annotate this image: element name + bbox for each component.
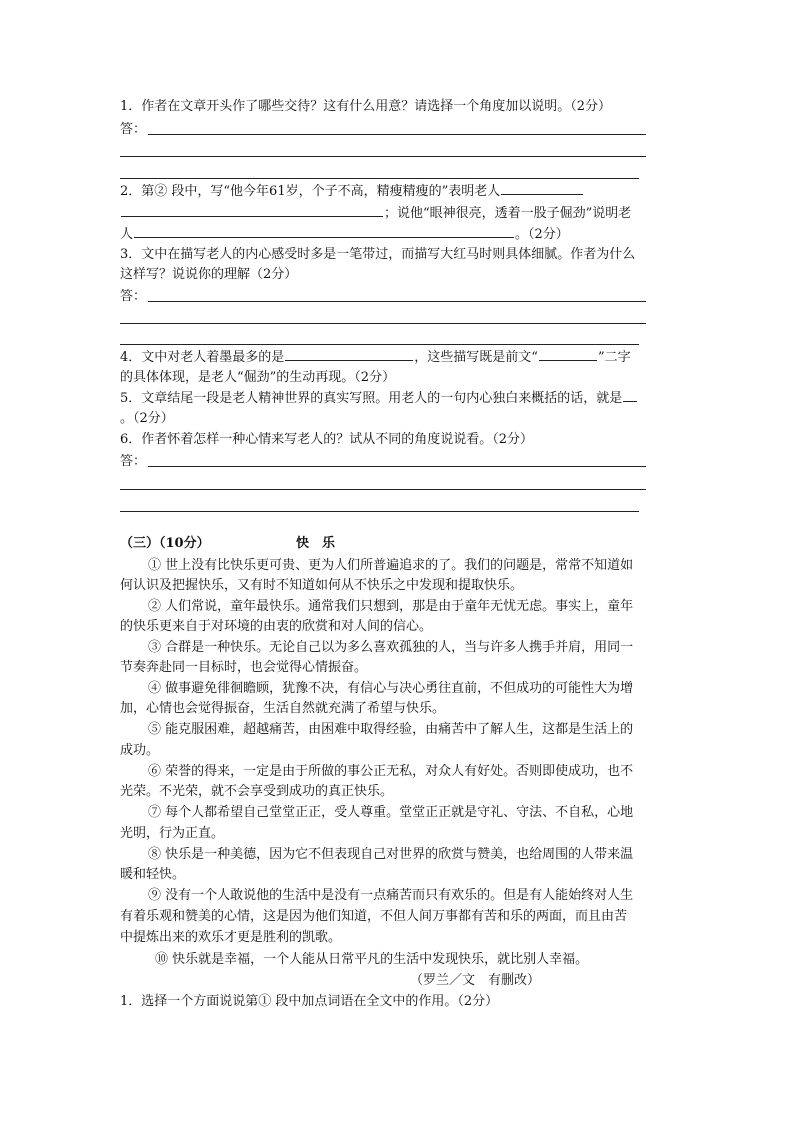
question-5-text-a: 5．文章结尾一段是老人精神世界的真实写照。用老人的一句内心独白来概括的话，就是 xyxy=(120,391,623,406)
answer-line xyxy=(148,134,646,135)
question-4-text-a2: ，这些描写既是前文“ xyxy=(414,350,538,365)
answer-line xyxy=(148,301,646,302)
paragraph-9-cont: 有着乐观和赞美的心情，这是因为他们知道，不但人间万事都有苦和乐的两面，而且由苦 xyxy=(120,909,628,924)
blank-line xyxy=(134,236,514,238)
question-6: 6．作者怀着怎样一种心情来写老人的？试从不同的角度说说看。（2分） xyxy=(120,432,534,447)
paragraph-3-cont: 节奏奔赴同一目标时，也会觉得心情振奋。 xyxy=(120,660,368,675)
paragraph-10: ⑩ 快乐就是幸福，一个人能从日常平凡的生活中发现快乐，就比别人幸福。 xyxy=(155,952,589,967)
paragraph-7-cont: 光明，行为正直。 xyxy=(120,826,225,841)
paragraph-2: ② 人们常说，童年最快乐。通常我们只想到，那是由于童年无忧无虑。事实上，童年 xyxy=(148,599,634,614)
question-3-cont: 这样写？说说你的理解（2分） xyxy=(120,267,298,282)
question-4-text-a1: 4．文中对老人着墨最多的是 xyxy=(120,350,285,365)
question-2-text-c2: 。（2分） xyxy=(515,227,569,242)
answer-label-6: 答： xyxy=(120,454,147,469)
paragraph-5: ⑤ 能克服困难，超越痛苦，由困难中取得经验，由痛苦中了解人生，这都是生活上的 xyxy=(148,722,634,737)
question-2-text-b: ；说他“眼神很亮，透着一股子倔劲”说明老 xyxy=(384,206,632,221)
paragraph-2-cont: 的快乐更来自于对环境的由衷的欣赏和对人间的信心。 xyxy=(120,619,433,634)
answer-line xyxy=(120,511,639,512)
question-3: 3．文中在描写老人的内心感受时多是一笔带过，而描写大红马时则具体细腻。作者为什么 xyxy=(120,247,636,262)
question-1: 1．作者在文章开头作了哪些交待？这有什么用意？请选择一个角度加以说明。（2分） xyxy=(120,99,612,114)
blank-line xyxy=(501,193,583,195)
blank-line xyxy=(121,215,383,217)
paragraph-1: ① 世上没有比快乐更可贵、更为人们所普遍追求的了。我们的问题是，常常不知道如 xyxy=(148,558,634,573)
question-4-text-a3: ”二字 xyxy=(597,350,631,365)
question-2 xyxy=(120,184,584,200)
paragraph-4: ④ 做事避免徘徊瞻顾，犹豫不决，有信心与决心勇往直前，不但成功的可能性大为增 xyxy=(148,681,634,696)
answer-line xyxy=(120,489,646,490)
answer-line xyxy=(120,344,639,345)
paragraph-7: ⑦ 每个人都希望自己堂堂正正，受人尊重。堂堂正正就是守礼、守法、不自私，心地 xyxy=(148,805,634,820)
paragraph-9-end: 中提炼出来的欢乐才更是胜利的凯歌。 xyxy=(120,930,342,945)
paragraph-8-cont: 暖和轻快。 xyxy=(120,867,186,882)
part3-question-1: 1．选择一个方面说说第① 段中加点词语在全文中的作用。（2分） xyxy=(120,994,499,1009)
question-2-cont xyxy=(120,206,631,222)
question-2-text-c1: 人 xyxy=(120,227,134,242)
section-header: （三）（10分） xyxy=(120,536,210,551)
answer-line xyxy=(120,156,646,157)
blank-line xyxy=(539,359,597,361)
section-title: 快 乐 xyxy=(296,536,336,551)
blank-line xyxy=(623,400,637,402)
answer-line xyxy=(120,323,646,324)
paragraph-8: ⑧ 快乐是一种美德，因为它不但表现自己对世界的欣赏与赞美，也给周围的人带来温 xyxy=(148,847,634,862)
question-4 xyxy=(120,350,631,366)
paragraph-9: ⑨ 没有一个人敢说他的生活中是没有一点痛苦而只有欢乐的。但是有人能始终对人生 xyxy=(148,888,634,903)
paragraph-4-cont: 加，心情也会觉得振奋，生活自然就充满了希望与快乐。 xyxy=(120,701,446,716)
paragraph-6: ⑥ 荣誉的得来，一定是由于所做的事公正无私，对众人有好处。否则即使成功，也不 xyxy=(148,764,634,779)
question-2-text-a: 2．第② 段中，写“他今年61岁，个子不高，精瘦精瘦的”表明老人 xyxy=(120,184,501,199)
blank-line xyxy=(285,359,413,361)
paragraph-1-cont: 何认识及把握快乐，又有时不知道如何从不快乐之中发现和提取快乐。 xyxy=(120,578,524,593)
answer-line xyxy=(148,466,646,467)
answer-label-3: 答： xyxy=(120,289,147,304)
question-5 xyxy=(120,391,638,407)
answer-line xyxy=(120,178,639,179)
question-4-cont: 的具体体现，是老人“倔劲”的生动再现。（2分） xyxy=(120,370,396,385)
question-5-cont: 。（2分） xyxy=(120,411,174,426)
paragraph-3: ③ 合群是一种快乐。无论自己以为多么喜欢孤独的人，当与许多人携手并肩，用同一 xyxy=(148,640,634,655)
question-2-end xyxy=(120,227,569,243)
answer-label-1: 答： xyxy=(120,122,147,137)
paragraph-6-cont: 光荣。不光荣，就不会享受到成功的真正快乐。 xyxy=(120,784,394,799)
paragraph-5-cont: 成功。 xyxy=(120,743,160,758)
source-note: （罗兰／文 有删改） xyxy=(410,973,541,988)
